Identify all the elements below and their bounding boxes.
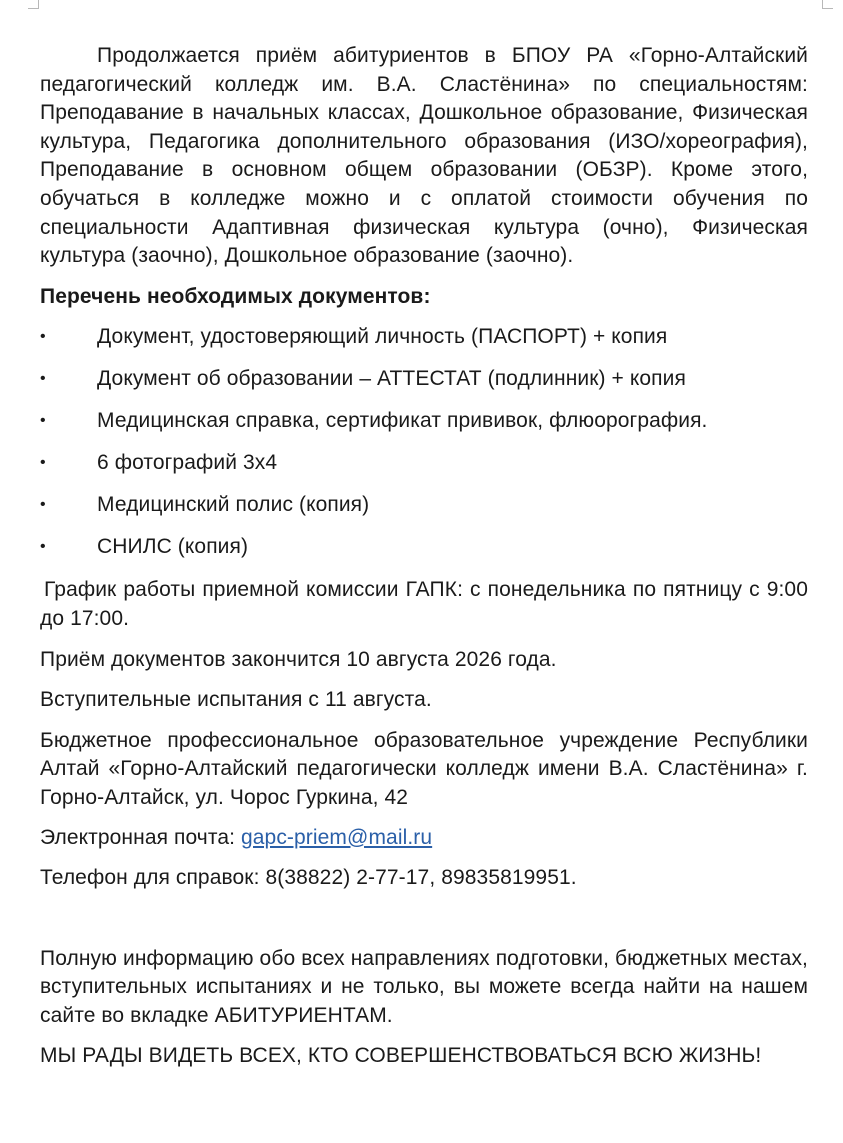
document-body [40,42,808,1083]
documents-list [40,323,808,575]
phone-line: Телефон для справок: 8(38822) 2-77-17, 89835819951. [40,866,577,890]
list-item-text: Медицинский полис (копия) [97,493,370,517]
list-item-text: СНИЛС (копия) [97,535,249,559]
email-link[interactable]: gapc-priem@mail.ru [240,825,433,849]
list-item [40,365,808,407]
list-item-text: 6 фотографий 3х4 [97,451,278,475]
list-item [40,533,808,575]
page-corner-mark-left [28,0,39,9]
bullet-icon: • [40,454,46,472]
page-corner-mark-right [822,0,833,9]
email-label: Электронная почта: [40,825,241,849]
organization-paragraph: Бюджетное профессиональное образовательное учреждение Республики Алтай «Горно-Алтайский педагогически колледж имени В.А. Сластёнина» г. Горно-Алтайск, ул. Чорос Гуркина, 42 [40,728,808,809]
bullet-icon: • [40,538,46,556]
list-item [40,491,808,533]
bullet-icon: • [40,496,46,514]
schedule-paragraph: График работы приемной комиссии ГАПК: с понедельника по пятницу с 9:00 до 17:00. [40,578,808,630]
documents-heading: Перечень необходимых документов: [40,284,431,308]
spacer [40,905,808,945]
bullet-icon: • [40,328,46,346]
email-line [40,824,808,853]
list-item-text: Документ, удостоверяющий личность (ПАСПОРТ) + копия [97,325,668,349]
intro-paragraph: Продолжается приём абитуриентов в БПОУ РА «Горно-Алтайский педагогический колледж им. В.А. Сластёнина» по специальностям: Преподавание в начальных классах, Дошкольное образование, Физическая культура, Педагогика дополнительного образования (ИЗО/хореография), Преподавание в основном общем образовании (ОБЗР). Кроме этого, обучаться в колледже можно и с оплатой стоимости обучения по специальности Адаптивная физическая культура (очно), Физическая культура (заочно), Дошкольное образование (заочно). [40,44,808,268]
list-item [40,407,808,449]
more-info-paragraph: Полную информацию обо всех направлениях подготовки, бюджетных местах, вступительных испытаниях и не только, вы можете всегда найти на нашем сайте во вкладке АБИТУРИЕНТАМ. [40,946,808,1027]
list-item [40,449,808,491]
closing-line: МЫ РАДЫ ВИДЕТЬ ВСЕХ, КТО СОВЕРШЕНСТВОВАТЬСЯ ВСЮ ЖИЗНЬ! [40,1044,762,1068]
bullet-icon: • [40,370,46,388]
list-item [40,323,808,365]
exams-text: Вступительные испытания с 11 августа. [40,688,432,712]
list-item-text: Документ об образовании – АТТЕСТАТ (подлинник) + копия [97,367,686,391]
list-item-text: Медицинская справка, сертификат прививок, флюорография. [97,409,708,433]
bullet-icon: • [40,412,46,430]
deadline-text: Приём документов закончится 10 августа 2026 года. [40,647,557,671]
